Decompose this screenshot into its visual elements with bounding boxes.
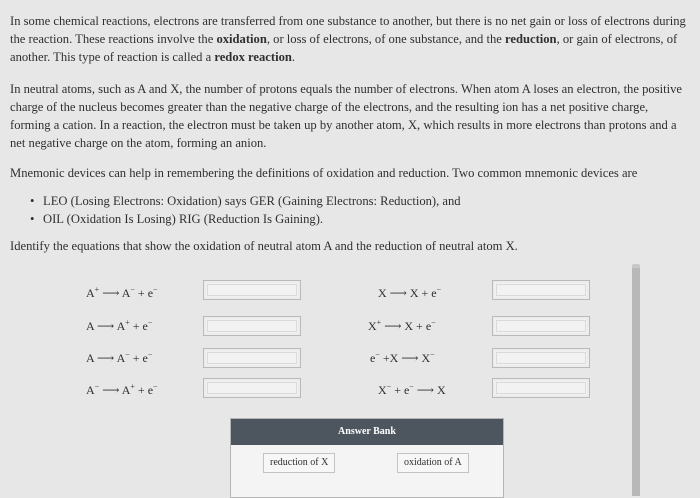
drop-target-left-1[interactable] [203, 280, 301, 300]
question-text: Identify the equations that show the oxidation of neutral atom A and the reduction of neutral atom X. [10, 239, 518, 253]
drop-target-right-1[interactable] [492, 280, 590, 300]
equation-right-4: X− + e− ⟶ X [378, 382, 446, 397]
neutral-atoms-paragraph: In neutral atoms, such as A and X, the number of protons equals the number of electrons. When atom A loses an electron, the positive charge of the nucleus becomes greater than the negative charge of the electrons, and the resulting ion has a net positive charge, forming a cation. In a reaction, the electron must be taken up by another atom, X, which results in more electrons than protons and a net negative charge on the atom, forming an anion. [10, 82, 682, 150]
answer-chip-reduction-of-x[interactable]: reduction of X [263, 453, 335, 473]
intro-paragraph: In some chemical reactions, electrons are transferred from one substance to another, but there is no net gain or loss of electrons during the reaction. These reactions involve the oxidation, or loss of electrons, of one substance, and the reduction, or gain of electrons, of another. This type of reaction is called a redox reaction. [10, 14, 686, 64]
answer-bank-title: Answer Bank [231, 419, 503, 445]
drop-target-right-2[interactable] [492, 316, 590, 336]
equation-right-1: X ⟶ X + e− [378, 285, 442, 300]
scrollbar-thumb[interactable] [632, 268, 640, 496]
drop-target-left-4[interactable] [203, 378, 301, 398]
equation-right-2: X+ ⟶ X + e− [368, 318, 436, 333]
drop-target-right-3[interactable] [492, 348, 590, 368]
equation-left-2: A ⟶ A+ + e− [86, 318, 153, 333]
mnemonic-paragraph: Mnemonic devices can help in remembering the definitions of oxidation and reduction. Two common mnemonic devices are [10, 166, 638, 180]
equation-left-1: A+ ⟶ A− + e− [86, 285, 158, 300]
equation-left-3: A ⟶ A− + e− [86, 350, 153, 365]
drop-target-left-3[interactable] [203, 348, 301, 368]
answer-chip-oxidation-of-a[interactable]: oxidation of A [397, 453, 469, 473]
scrollbar[interactable] [632, 264, 640, 496]
equation-left-4: A− ⟶ A+ + e− [86, 382, 158, 397]
drop-target-right-4[interactable] [492, 378, 590, 398]
mnemonic-list [30, 192, 461, 228]
drop-target-left-2[interactable] [203, 316, 301, 336]
mnemonic-item-oil: • OIL (Oxidation Is Losing) RIG (Reduction Is Gaining). [30, 210, 461, 228]
equation-right-3: e− +X ⟶ X− [370, 350, 435, 365]
mnemonic-item-leo: • LEO (Losing Electrons: Oxidation) says GER (Gaining Electrons: Reduction), and [30, 192, 461, 210]
answer-bank [230, 418, 504, 498]
